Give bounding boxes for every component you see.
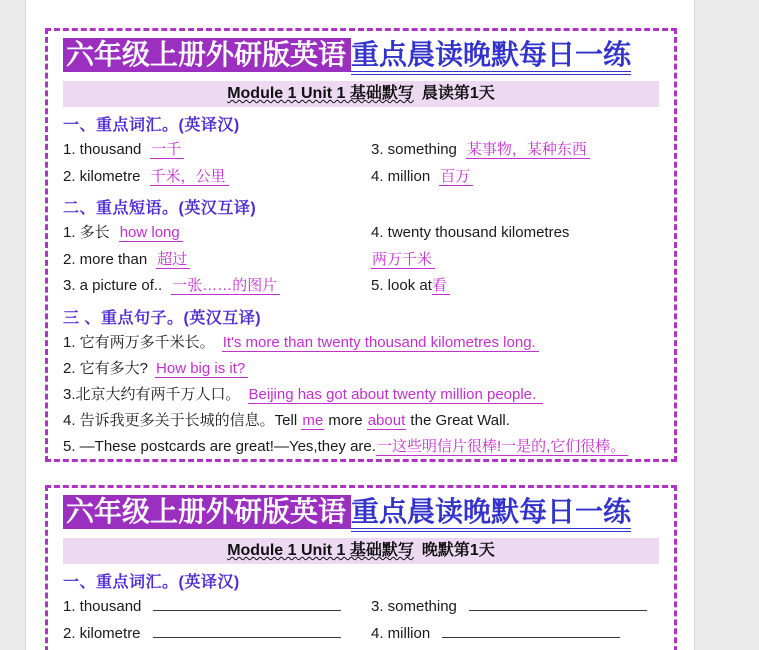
vocab-item <box>63 621 371 648</box>
vocab-answer: 千米，公里 <box>150 168 229 186</box>
vocab-word: 1. thousand <box>63 141 142 158</box>
card-title <box>63 36 659 75</box>
section-heading-phrases: 二、重点短语。(英汉互译) <box>63 200 257 217</box>
document-page <box>25 0 695 650</box>
answer-blank-line <box>153 623 341 638</box>
sentence-answer: 一这些明信片很棒!一是的,它们很棒。 <box>376 438 628 456</box>
answer-blank-line <box>153 596 341 611</box>
phrases-left-column <box>63 220 371 300</box>
sentence-prompt: 1. 它有两万多千米长。 <box>63 333 215 351</box>
sentence-item <box>63 408 659 434</box>
sentence-prompt: 2. 它有多大? <box>63 359 149 377</box>
vocab-item <box>371 137 659 164</box>
phrase-prompt: 3. a picture of.. <box>63 277 163 294</box>
sentence-prompt: the Great Wall. <box>406 411 510 429</box>
phrases-right-column <box>371 220 659 300</box>
section-heading-vocabulary: 一、重点词汇。(英译汉) <box>63 117 240 134</box>
unit-subtitle <box>63 538 659 564</box>
vocab-item <box>371 594 659 621</box>
phrase-item <box>371 273 659 300</box>
vocab-word: 4. million <box>371 624 431 642</box>
series-title-highlight: 六年级上册外研版英语 <box>63 38 351 72</box>
vocabulary-left-column <box>63 594 371 647</box>
vocab-answer: 百万 <box>439 168 473 186</box>
phrase-item <box>63 273 371 300</box>
sentence-item <box>63 330 659 356</box>
phrase-item <box>63 247 371 274</box>
unit-subtitle-main: Module 1 Unit 1 基础默写 <box>227 542 414 559</box>
phrase-prompt: 2. more than <box>63 250 148 268</box>
section-heading-vocabulary: 一、重点词汇。(英译汉) <box>63 574 240 591</box>
sentence-answer: How big is it? <box>155 360 248 378</box>
sentence-prompt: more <box>324 411 367 429</box>
sentence-item <box>63 434 659 460</box>
sentence-prompt: 4. 告诉我更多关于长城的信息。Tell <box>63 411 302 429</box>
answer-blank-line <box>442 623 620 638</box>
vocab-word: 2. kilometre <box>63 624 141 642</box>
unit-subtitle <box>63 81 659 107</box>
practice-title: 重点晨读晚默每日一练 <box>351 495 631 532</box>
sentence-answer-word: about <box>367 411 406 429</box>
sentence-answer: Beijing has got about twenty million people. <box>248 386 544 404</box>
sentence-item <box>63 382 659 408</box>
phrase-answer: 看 <box>432 277 450 295</box>
unit-subtitle-main: Module 1 Unit 1 基础默写 <box>227 85 414 102</box>
sentence-answer-word: me <box>302 411 324 429</box>
phrase-item <box>63 220 371 247</box>
sentence-prompt: 3.北京大约有两千万人口。 <box>63 385 241 403</box>
vocabulary-left-column <box>63 137 371 190</box>
phrase-answer: 一张……的图片 <box>171 277 280 295</box>
section-heading-sentences: 三 、重点句子。(英汉互译) <box>63 309 262 327</box>
worksheet-card-evening <box>45 485 677 650</box>
phrase-answer: 两万千米 <box>371 251 435 269</box>
phrase-prompt: 1. 多长 <box>63 224 110 241</box>
vocab-item <box>371 164 659 191</box>
card-title <box>63 493 659 532</box>
unit-subtitle-day: 晚默第1天 <box>421 542 495 559</box>
phrase-item <box>371 247 659 274</box>
phrase-answer: how long <box>119 224 183 242</box>
vocab-word: 2. kilometre <box>63 167 141 185</box>
phrase-prompt: 5. look at <box>371 277 432 294</box>
vocab-word: 4. million <box>371 167 431 185</box>
vocab-item <box>63 164 371 191</box>
vocab-word: 3. something <box>371 598 457 615</box>
vocab-word: 1. thousand <box>63 598 142 615</box>
vocabulary-right-column <box>371 594 659 647</box>
vocab-answer: 某事物，某种东西 <box>466 141 590 159</box>
answer-blank-line <box>469 596 647 611</box>
worksheet-card-morning <box>45 28 677 462</box>
phrase-prompt: 4. twenty thousand kilometres <box>371 224 570 241</box>
sentences-list <box>63 330 659 460</box>
sentence-prompt: 5. —These postcards are great!—Yes,they are. <box>63 437 376 455</box>
vocab-answer: 一千 <box>150 141 184 159</box>
vocabulary-columns <box>63 137 659 190</box>
series-title-highlight: 六年级上册外研版英语 <box>63 495 351 529</box>
sentence-item <box>63 356 659 382</box>
vocab-item <box>63 137 371 164</box>
practice-title: 重点晨读晚默每日一练 <box>351 38 631 75</box>
phrase-answer: 超过 <box>156 251 190 269</box>
phrases-columns <box>63 220 659 300</box>
vocab-word: 3. something <box>371 141 457 158</box>
sentence-answer: It's more than twenty thousand kilometres long. <box>222 334 539 352</box>
vocabulary-right-column <box>371 137 659 190</box>
vocab-item <box>371 621 659 648</box>
unit-subtitle-day: 晨读第1天 <box>421 85 495 102</box>
vocabulary-columns <box>63 594 659 647</box>
vocab-item <box>63 594 371 621</box>
phrase-item <box>371 220 659 247</box>
